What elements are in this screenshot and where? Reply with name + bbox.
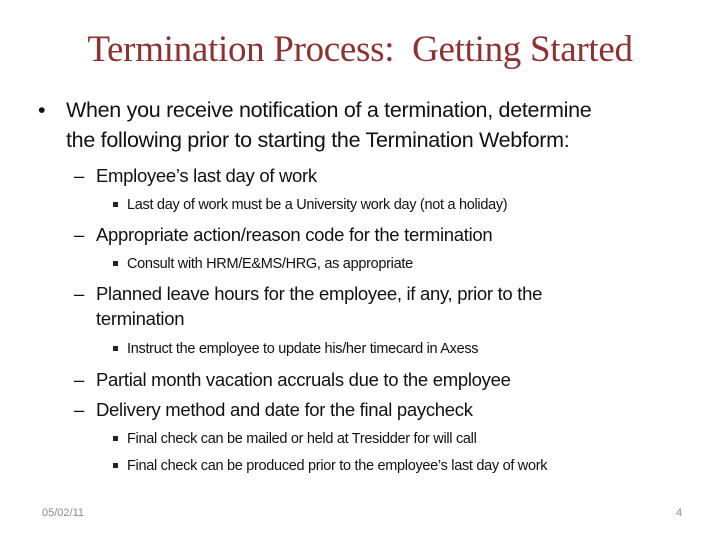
dash-icon: – (74, 399, 84, 420)
dash-icon: – (74, 283, 84, 304)
page-number: 4 (676, 507, 683, 519)
bullet-text-line: termination (96, 308, 185, 329)
bullet-text: Appropriate action/reason code for the termination (96, 224, 493, 245)
square-bullet-icon (113, 202, 118, 207)
square-bullet-icon (113, 436, 118, 441)
bullet-text-line: When you receive notification of a termination, determine (66, 98, 592, 122)
bullet-text: Final check can be produced prior to the employee’s last day of work (127, 458, 548, 474)
bullet-text-line: Planned leave hours for the employee, if any, prior to the (96, 283, 543, 304)
bullet-text: Partial month vacation accruals due to the employee (96, 369, 511, 390)
slide-title: Termination Process: Getting Started (87, 29, 633, 70)
square-bullet-icon (113, 463, 118, 468)
bullet-text-line: the following prior to starting the Termination Webform: (66, 128, 570, 152)
bullet-text: Delivery method and date for the final paycheck (96, 399, 473, 420)
bullet-text: Final check can be mailed or held at Tresidder for will call (127, 431, 477, 447)
bullet-text: Last day of work must be a University work day (not a holiday) (127, 197, 508, 213)
bullet-text: Consult with HRM/E&MS/HRG, as appropriate (127, 256, 413, 272)
dash-icon: – (74, 224, 84, 245)
square-bullet-icon (113, 346, 118, 351)
bullet-text: Instruct the employee to update his/her timecard in Axess (127, 341, 479, 357)
bullet-text: Employee’s last day of work (96, 165, 317, 186)
dash-icon: – (74, 369, 84, 390)
square-bullet-icon (113, 261, 118, 266)
footer-date: 05/02/11 (42, 507, 85, 519)
dash-icon: – (74, 165, 84, 186)
bullet-dot-icon: • (38, 98, 46, 122)
